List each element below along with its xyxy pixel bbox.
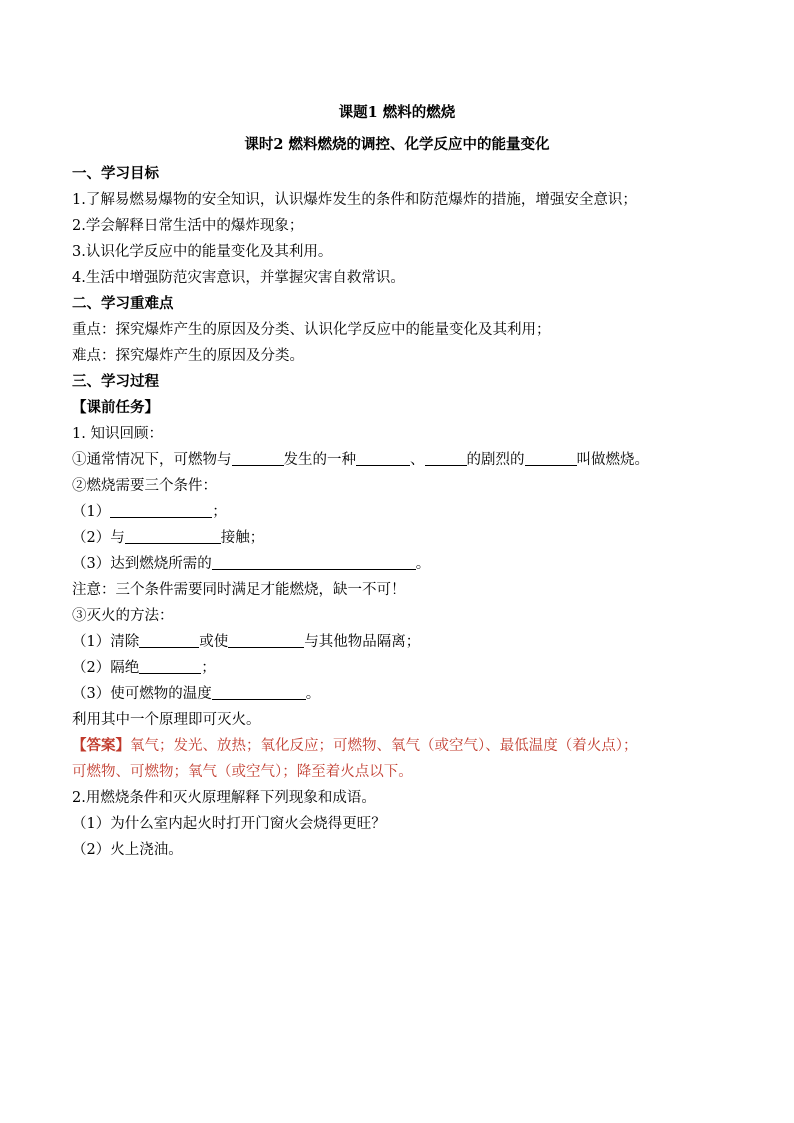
lesson-title: 课题1 燃料的燃烧 [338,104,456,121]
item-label: （1）清除 [72,634,140,650]
fill-blank[interactable] [125,529,221,544]
lesson-subtitle: 课时2 燃料燃烧的调控、化学反应中的能量变化 [244,136,550,153]
fill-blank[interactable] [110,503,212,518]
fill-blank[interactable] [212,555,416,570]
explain-item: （2）火上浇油。 [72,842,183,858]
item-text: 或使 [199,634,229,650]
question-text: 叫做燃烧。 [576,452,649,468]
fill-blank[interactable] [425,451,467,466]
item-text: ； [212,504,227,520]
question-extinguish: ③灭火的方法： [72,608,174,624]
question-text: ①通常情况下，可燃物与 [72,452,232,468]
item-text: 。 [305,686,321,702]
question-text: 发生的一种 [283,452,356,468]
goal-item: 1.了解易燃易爆物的安全知识，认识爆炸发生的条件和防范爆炸的措施，增强安全意识； [72,192,637,208]
section-heading-goals: 一、学习目标 [72,166,159,182]
answer-block [72,733,722,759]
item-text: 与其他物品隔离； [304,634,421,650]
method-item [72,681,722,707]
fill-blank[interactable] [356,451,410,466]
condition-item [72,525,722,551]
section-heading-process: 三、学习过程 [72,374,159,390]
question-text: 的剧烈的 [466,452,525,468]
fill-blank[interactable] [228,633,304,648]
question-conditions: ②燃烧需要三个条件： [72,478,217,494]
fill-blank[interactable] [525,451,577,466]
fill-blank[interactable] [232,451,284,466]
fill-blank[interactable] [139,633,199,648]
answer-tag: 【答案】 [72,737,130,754]
section-heading-keypoints: 二、学习重难点 [72,296,174,312]
note-text: 注意：三个条件需要同时满足才能燃烧，缺一不可！ [72,582,406,598]
goal-item: 2.学会解释日常生活中的爆炸现象； [72,218,304,234]
pre-class-task-header: 【课前任务】 [72,400,159,416]
answer-text: 可燃物、可燃物；氧气（或空气）；降至着火点以下。 [72,764,413,780]
knowledge-review: 1. 知识回顾： [72,426,163,442]
key-point: 重点：探究爆炸产生的原因及分类、认识化学反应中的能量变化及其利用； [72,322,551,338]
principle-text: 利用其中一个原理即可灭火。 [72,712,261,728]
fill-blank[interactable] [139,659,201,674]
item-label: （3）达到燃烧所需的 [72,556,212,572]
question-text: 、 [410,452,425,468]
hard-point: 难点：探究爆炸产生的原因及分类。 [72,348,304,364]
item-text: 接触； [220,530,265,546]
item-text: 。 [415,556,431,572]
question-combustion-definition [72,447,722,473]
item-label: （2）与 [72,530,125,546]
item-label: （2）隔绝 [72,660,140,676]
fill-blank[interactable] [212,685,306,700]
method-item [72,629,722,655]
goal-item: 4.生活中增强防范灾害意识，并掌握灾害自救常识。 [72,270,405,286]
item-text: ； [201,660,216,676]
goal-item: 3.认识化学反应中的能量变化及其利用。 [72,244,333,260]
method-item [72,655,722,681]
condition-item [72,499,722,525]
question-explain: 2.用燃烧条件和灭火原理解释下列现象和成语。 [72,790,376,806]
explain-item: （1）为什么室内起火时打开门窗火会烧得更旺？ [72,816,386,832]
condition-item [72,551,722,577]
item-label: （3）使可燃物的温度 [72,686,212,702]
answer-text: 氧气；发光、放热；氧化反应；可燃物、氧气（或空气）、最低温度（着火点）； [130,738,638,754]
item-label: （1） [72,504,111,520]
